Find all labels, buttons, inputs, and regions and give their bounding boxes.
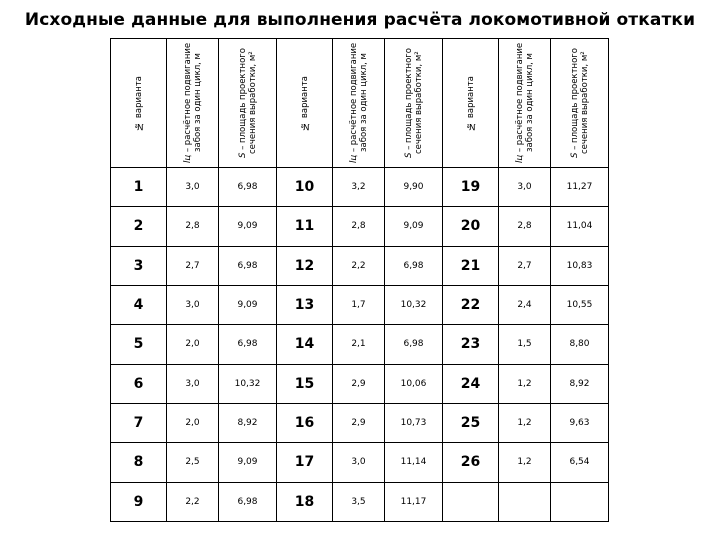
advance-value: 1,7 — [333, 285, 385, 324]
table-row — [111, 168, 609, 207]
table-row — [111, 364, 609, 403]
advance-value: 2,7 — [499, 246, 551, 285]
header-advance-symbol: lц — [182, 154, 193, 164]
variant-number: 14 — [277, 325, 333, 364]
area-value: 6,98 — [219, 325, 277, 364]
header-variant-label: № варианта — [299, 75, 310, 131]
variant-number: 7 — [111, 403, 167, 442]
advance-value: 3,0 — [167, 168, 219, 207]
advance-value: 3,2 — [333, 168, 385, 207]
advance-value: 3,5 — [333, 482, 385, 521]
variant-number: 22 — [443, 285, 499, 324]
advance-value: 2,0 — [167, 403, 219, 442]
area-value: 10,55 — [551, 285, 609, 324]
advance-value: 2,9 — [333, 364, 385, 403]
area-value — [551, 482, 609, 521]
header-variant-label: № варианта — [465, 75, 476, 131]
variant-number: 8 — [111, 443, 167, 482]
advance-value: 2,4 — [499, 285, 551, 324]
area-value: 6,54 — [551, 443, 609, 482]
variant-number: 17 — [277, 443, 333, 482]
area-value: 9,90 — [385, 168, 443, 207]
variant-number: 13 — [277, 285, 333, 324]
advance-value: 2,9 — [333, 403, 385, 442]
source-data-table — [110, 38, 609, 522]
header-advance-3 — [499, 39, 551, 168]
advance-value: 2,1 — [333, 325, 385, 364]
header-advance-symbol: lц — [514, 154, 525, 164]
header-advance-label: – расчётное подвигание забоя за один цикл, м — [182, 42, 203, 155]
variant-number: 3 — [111, 246, 167, 285]
variant-number: 2 — [111, 207, 167, 246]
advance-value: 1,2 — [499, 364, 551, 403]
page-title: Исходные данные для выполнения расчёта локомотивной откатки — [24, 10, 696, 30]
header-area-label: – площадь проектного сечения выработки, м² — [403, 48, 424, 155]
variant-number: 11 — [277, 207, 333, 246]
advance-value: 2,0 — [167, 325, 219, 364]
variant-number: 21 — [443, 246, 499, 285]
header-area-symbol: S — [403, 152, 414, 158]
variant-number: 18 — [277, 482, 333, 521]
area-value: 6,98 — [385, 246, 443, 285]
header-variant-label: № варианта — [133, 75, 144, 131]
advance-value: 3,0 — [167, 364, 219, 403]
table-row — [111, 403, 609, 442]
header-advance-label: – расчётное подвигание забоя за один цикл, м — [348, 42, 369, 155]
variant-number: 12 — [277, 246, 333, 285]
variant-number: 4 — [111, 285, 167, 324]
area-value: 10,73 — [385, 403, 443, 442]
advance-value: 3,0 — [167, 285, 219, 324]
area-value: 8,80 — [551, 325, 609, 364]
variant-number: 26 — [443, 443, 499, 482]
header-variant-1 — [111, 39, 167, 168]
area-value: 11,27 — [551, 168, 609, 207]
header-variant-3 — [443, 39, 499, 168]
header-area-3 — [551, 39, 609, 168]
variant-number: 24 — [443, 364, 499, 403]
area-value: 8,92 — [551, 364, 609, 403]
area-value: 6,98 — [385, 325, 443, 364]
header-row — [111, 39, 609, 168]
area-value: 9,63 — [551, 403, 609, 442]
variant-number: 16 — [277, 403, 333, 442]
table-row — [111, 246, 609, 285]
header-area-symbol: S — [569, 152, 580, 158]
area-value: 8,92 — [219, 403, 277, 442]
advance-value: 1,2 — [499, 403, 551, 442]
table-row — [111, 325, 609, 364]
advance-value — [499, 482, 551, 521]
advance-value: 2,5 — [167, 443, 219, 482]
header-advance-symbol: lц — [348, 154, 359, 164]
table-row — [111, 443, 609, 482]
advance-value: 2,8 — [333, 207, 385, 246]
header-area-label: – площадь проектного сечения выработки, м² — [569, 48, 590, 155]
variant-number: 20 — [443, 207, 499, 246]
table-row — [111, 207, 609, 246]
area-value: 11,14 — [385, 443, 443, 482]
advance-value: 3,0 — [499, 168, 551, 207]
variant-number: 5 — [111, 325, 167, 364]
area-value: 10,06 — [385, 364, 443, 403]
variant-number: 10 — [277, 168, 333, 207]
variant-number: 9 — [111, 482, 167, 521]
header-area-2 — [385, 39, 443, 168]
table-row — [111, 482, 609, 521]
header-advance-2 — [333, 39, 385, 168]
advance-value: 2,2 — [167, 482, 219, 521]
area-value: 9,09 — [385, 207, 443, 246]
variant-number — [443, 482, 499, 521]
area-value: 9,09 — [219, 443, 277, 482]
advance-value: 1,5 — [499, 325, 551, 364]
variant-number: 25 — [443, 403, 499, 442]
area-value: 6,98 — [219, 246, 277, 285]
variant-number: 23 — [443, 325, 499, 364]
area-value: 9,09 — [219, 285, 277, 324]
advance-value: 1,2 — [499, 443, 551, 482]
advance-value: 2,8 — [499, 207, 551, 246]
advance-value: 2,8 — [167, 207, 219, 246]
area-value: 11,04 — [551, 207, 609, 246]
header-area-1 — [219, 39, 277, 168]
header-advance-label: – расчётное подвигание забоя за один цикл, м — [514, 42, 535, 155]
area-value: 10,32 — [385, 285, 443, 324]
header-area-symbol: S — [237, 152, 248, 158]
header-advance-1 — [167, 39, 219, 168]
advance-value: 2,2 — [333, 246, 385, 285]
area-value: 6,98 — [219, 168, 277, 207]
table-row — [111, 285, 609, 324]
header-variant-2 — [277, 39, 333, 168]
table-body — [111, 168, 609, 522]
area-value: 10,32 — [219, 364, 277, 403]
variant-number: 19 — [443, 168, 499, 207]
advance-value: 3,0 — [333, 443, 385, 482]
header-area-label: – площадь проектного сечения выработки, м² — [237, 48, 258, 155]
area-value: 11,17 — [385, 482, 443, 521]
variant-number: 1 — [111, 168, 167, 207]
area-value: 10,83 — [551, 246, 609, 285]
variant-number: 15 — [277, 364, 333, 403]
variant-number: 6 — [111, 364, 167, 403]
area-value: 9,09 — [219, 207, 277, 246]
advance-value: 2,7 — [167, 246, 219, 285]
area-value: 6,98 — [219, 482, 277, 521]
